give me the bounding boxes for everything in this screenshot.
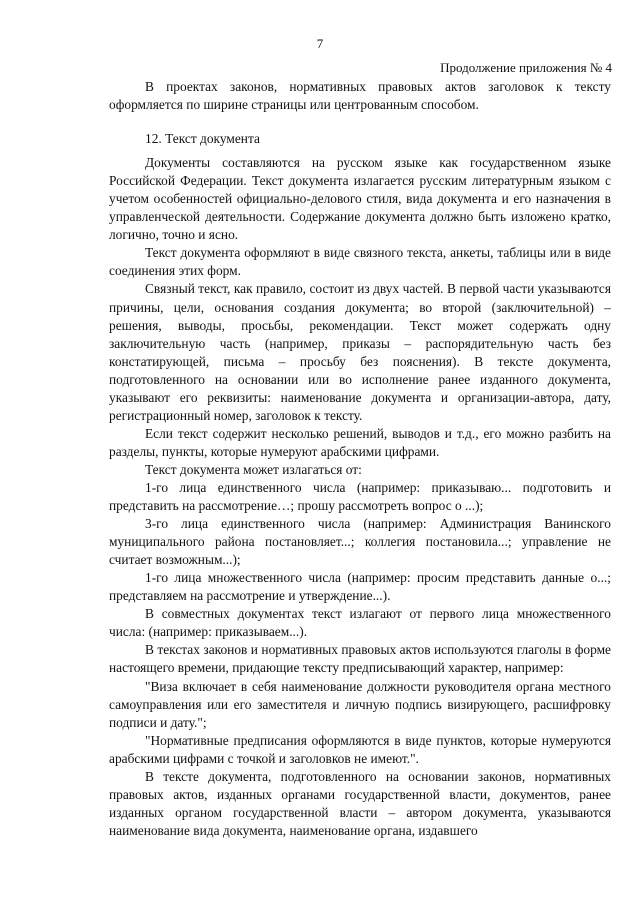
body-paragraph: Текст документа может излагаться от: xyxy=(145,461,362,477)
appendix-continuation-note: Продолжение приложения № 4 xyxy=(440,60,612,75)
body-paragraph: Если текст содержит несколько решений, выводов и т.д., его можно разбить на разделы, пункты, которые нумеруют арабскими цифрами. xyxy=(109,425,611,459)
body-paragraph: 1-го лица множественного числа (например: просим представить данные о...; представляем на рассмотрение и утверждение...). xyxy=(109,570,611,604)
intro-paragraph: В проектах законов, нормативных правовых актов заголовок к тексту оформляется по ширине страницы или центрованным способом. xyxy=(109,79,611,113)
document-body xyxy=(109,78,611,840)
body-paragraph: В совместных документах текст излагают от первого лица множественного числа: (например: приказываем...). xyxy=(109,606,611,640)
body-paragraph: Текст документа оформляют в виде связного текста, анкеты, таблицы или в виде соединения этих форм. xyxy=(109,245,611,279)
page-number: 7 xyxy=(316,36,324,51)
body-paragraph: В текстах законов и нормативных правовых актов используются глаголы в форме настоящего времени, придающие тексту предписывающий характер, например: xyxy=(109,642,611,676)
body-paragraph: Документы составляются на русском языке как государственном языке Российской Федерации. Текст документа излагается русским литературным языком с учетом особенностей официально-делового стиля, вида документа и его назначения в управленческой деятельности. Содержание документа должно быть изложено кратко, логично, точно и ясно. xyxy=(109,155,611,243)
body-paragraph: 3-го лица единственного числа (например: Администрация Ванинского муниципального района постановляет...; коллегия постановила...; управление не считает возможным...); xyxy=(109,516,611,568)
body-paragraph: Связный текст, как правило, состоит из двух частей. В первой части указываются причины, цели, основания создания документа; во второй (заключительной) – решения, выводы, просьбы, рекомендации. Текст может содержать одну заключительную часть (например, приказы – распорядительную часть без констатирующей, письма – просьбу без пояснения). В тексте документа, подготовленного на основании или во исполнение ранее изданного документа, указывают его реквизиты: наименование документа и организации-автора, дату, регистрационный номер, заголовок к тексту. xyxy=(109,281,611,423)
section-title: 12. Текст документа xyxy=(145,131,260,147)
quoted-example: "Нормативные предписания оформляются в виде пунктов, которые нумеруются арабскими цифрами с точкой и заголовков не имеют.". xyxy=(109,732,611,766)
body-paragraph: В тексте документа, подготовленного на основании законов, нормативных правовых актов, изданных органами государственной власти, документов, ранее изданных органом государственной власти – автором документа, указываются наименование вида документа, наименование органа, издавшего xyxy=(109,768,611,838)
body-paragraph: 1-го лица единственного числа (например: приказываю... подготовить и представить на рассмотрение…; прошу рассмотреть вопрос о ...); xyxy=(109,479,611,514)
quoted-example: "Виза включает в себя наименование должности руководителя органа местного самоуправления или его заместителя и личную подпись визирующего, расшифровку подписи и дату."; xyxy=(109,678,611,730)
